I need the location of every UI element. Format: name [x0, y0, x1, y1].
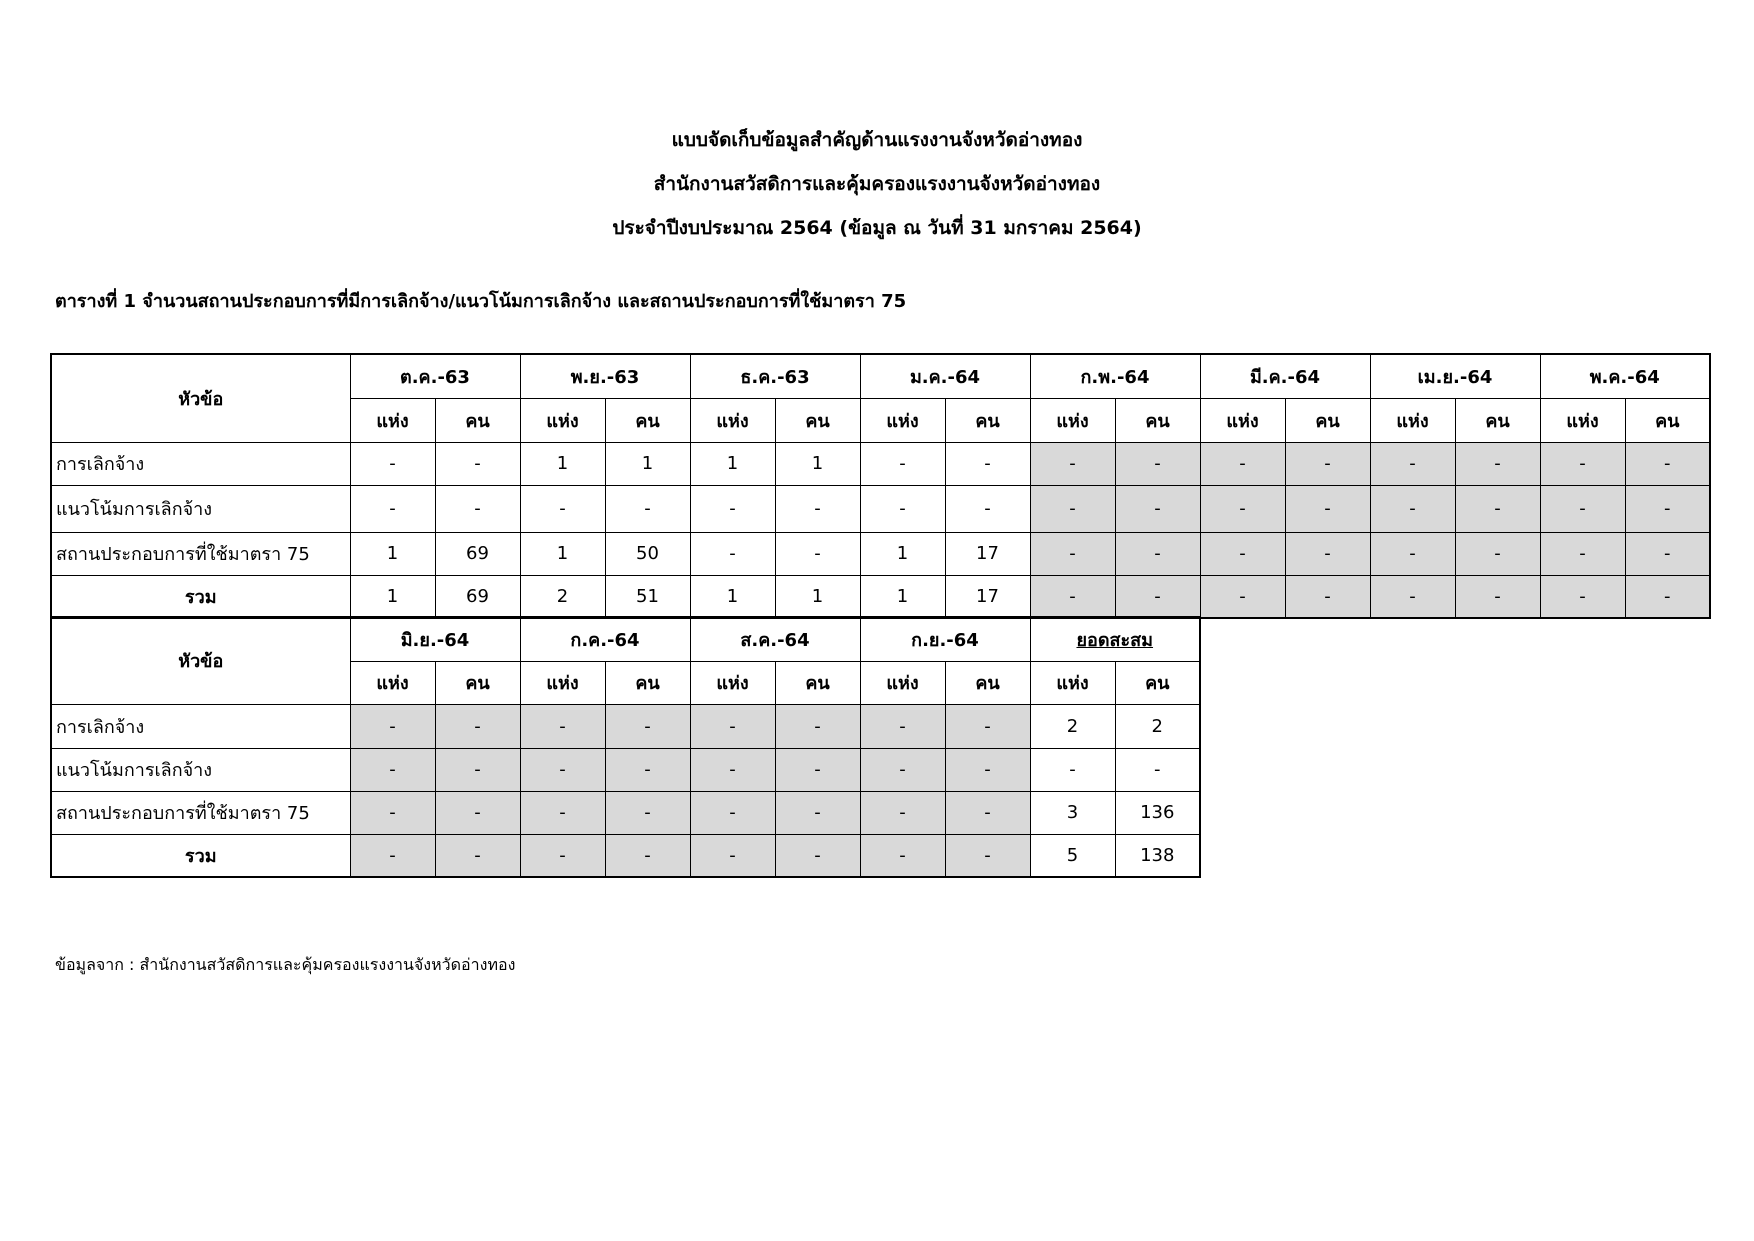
data-cell: 3 — [1030, 791, 1115, 834]
data-cell: - — [945, 704, 1030, 748]
data-cell: - — [1370, 485, 1455, 532]
data-cell: - — [775, 748, 860, 791]
topic-header: หัวข้อ — [51, 617, 350, 704]
data-cell: 1 — [860, 575, 945, 618]
data-cell: - — [1455, 575, 1540, 618]
persons-header: คน — [1115, 661, 1200, 704]
data-cell: - — [1370, 532, 1455, 575]
data-cell: - — [1370, 575, 1455, 618]
data-cell: - — [945, 834, 1030, 877]
data-cell: - — [775, 532, 860, 575]
month-header: ธ.ค.-63 — [690, 354, 860, 398]
data-cell: - — [1285, 485, 1370, 532]
data-cell: - — [775, 834, 860, 877]
source-footnote: ข้อมูลจาก : สำนักงานสวัสดิการและคุ้มครองแรงงานจังหวัดอ่างทอง — [55, 955, 516, 974]
data-cell: - — [605, 791, 690, 834]
data-cell: - — [1455, 485, 1540, 532]
persons-header: คน — [435, 398, 520, 442]
row-label: สถานประกอบการที่ใช้มาตรา 75 — [51, 791, 350, 834]
persons-header: คน — [1285, 398, 1370, 442]
data-cell: - — [775, 791, 860, 834]
topic-header: หัวข้อ — [51, 354, 350, 442]
data-cell: - — [350, 704, 435, 748]
data-cell: - — [1030, 485, 1115, 532]
data-cell: 136 — [1115, 791, 1200, 834]
cumulative-header: ยอดสะสม — [1030, 617, 1200, 661]
document-title — [0, 118, 1754, 250]
places-header: แห่ง — [350, 661, 435, 704]
data-cell: - — [945, 442, 1030, 485]
data-cell: 1 — [350, 575, 435, 618]
data-cell: - — [1540, 442, 1625, 485]
row-label: สถานประกอบการที่ใช้มาตรา 75 — [51, 532, 350, 575]
data-cell: - — [860, 442, 945, 485]
data-cell: - — [1625, 532, 1710, 575]
data-cell: 69 — [435, 532, 520, 575]
data-cell: - — [1200, 442, 1285, 485]
data-cell: 1 — [350, 532, 435, 575]
data-cell: - — [520, 704, 605, 748]
table-row — [51, 442, 1710, 485]
data-cell: 1 — [860, 532, 945, 575]
data-cell: - — [1200, 532, 1285, 575]
data-cell: - — [520, 791, 605, 834]
data-cell: - — [690, 532, 775, 575]
month-header: ก.พ.-64 — [1030, 354, 1200, 398]
persons-header: คน — [1455, 398, 1540, 442]
data-cell: - — [605, 834, 690, 877]
data-cell: - — [1285, 575, 1370, 618]
table-row — [51, 485, 1710, 532]
data-cell: 2 — [1115, 704, 1200, 748]
data-cell: - — [690, 485, 775, 532]
data-cell: - — [435, 704, 520, 748]
data-cell: - — [520, 834, 605, 877]
data-cell: - — [1200, 485, 1285, 532]
data-cell: - — [860, 791, 945, 834]
month-header: ต.ค.-63 — [350, 354, 520, 398]
data-cell: 2 — [520, 575, 605, 618]
data-cell: 51 — [605, 575, 690, 618]
places-header: แห่ง — [520, 661, 605, 704]
data-cell: - — [1285, 532, 1370, 575]
places-header: แห่ง — [860, 398, 945, 442]
data-cell: - — [945, 485, 1030, 532]
month-header: มิ.ย.-64 — [350, 617, 520, 661]
title-line-3: ประจำปีงบประมาณ 2564 (ข้อมูล ณ วันที่ 31 มกราคม 2564) — [612, 217, 1142, 239]
data-cell: 1 — [690, 575, 775, 618]
data-cell: - — [605, 704, 690, 748]
month-header: ก.ค.-64 — [520, 617, 690, 661]
total-label: รวม — [51, 575, 350, 618]
data-cell: - — [350, 791, 435, 834]
month-header: เม.ย.-64 — [1370, 354, 1540, 398]
data-cell: - — [1285, 442, 1370, 485]
table-row — [51, 748, 1200, 791]
data-cell: 1 — [605, 442, 690, 485]
data-cell: - — [690, 834, 775, 877]
places-header: แห่ง — [690, 661, 775, 704]
data-cell: - — [520, 485, 605, 532]
places-header: แห่ง — [1540, 398, 1625, 442]
data-cell: - — [435, 485, 520, 532]
data-cell: - — [690, 791, 775, 834]
data-cell: - — [350, 748, 435, 791]
places-header: แห่ง — [350, 398, 435, 442]
data-cell: 1 — [520, 532, 605, 575]
persons-header: คน — [945, 661, 1030, 704]
data-cell: - — [1030, 532, 1115, 575]
persons-header: คน — [1115, 398, 1200, 442]
data-cell: 138 — [1115, 834, 1200, 877]
data-cell: 50 — [605, 532, 690, 575]
data-cell: 1 — [775, 442, 860, 485]
month-header: ก.ย.-64 — [860, 617, 1030, 661]
row-label: การเลิกจ้าง — [51, 442, 350, 485]
data-cell: - — [945, 748, 1030, 791]
table-row — [51, 791, 1200, 834]
persons-header: คน — [605, 398, 690, 442]
data-cell: - — [1030, 748, 1115, 791]
table-row — [51, 704, 1200, 748]
places-header: แห่ง — [1370, 398, 1455, 442]
data-cell: - — [775, 485, 860, 532]
data-cell: - — [1200, 575, 1285, 618]
data-cell: 1 — [690, 442, 775, 485]
data-cell: - — [435, 791, 520, 834]
places-header: แห่ง — [1030, 398, 1115, 442]
data-cell: - — [1115, 485, 1200, 532]
data-cell: - — [690, 704, 775, 748]
data-cell: - — [860, 485, 945, 532]
title-line-2: สำนักงานสวัสดิการและคุ้มครองแรงงานจังหวัดอ่างทอง — [653, 173, 1101, 195]
row-label: แนวโน้มการเลิกจ้าง — [51, 748, 350, 791]
total-label: รวม — [51, 834, 350, 877]
month-header: พ.ค.-64 — [1540, 354, 1710, 398]
data-cell: - — [1030, 442, 1115, 485]
table-row — [51, 532, 1710, 575]
persons-header: คน — [775, 398, 860, 442]
data-cell: 1 — [775, 575, 860, 618]
data-cell: - — [605, 485, 690, 532]
data-table-2 — [50, 616, 1201, 878]
data-cell: - — [435, 834, 520, 877]
total-row — [51, 575, 1710, 618]
row-label: การเลิกจ้าง — [51, 704, 350, 748]
month-header: ส.ค.-64 — [690, 617, 860, 661]
data-table-1 — [50, 353, 1711, 619]
title-line-1: แบบจัดเก็บข้อมูลสำคัญด้านแรงงานจังหวัดอ่างทอง — [671, 129, 1083, 151]
data-cell: - — [520, 748, 605, 791]
data-cell: - — [1115, 442, 1200, 485]
data-cell: - — [1455, 442, 1540, 485]
month-header: พ.ย.-63 — [520, 354, 690, 398]
total-row — [51, 834, 1200, 877]
places-header: แห่ง — [1200, 398, 1285, 442]
data-cell: - — [435, 748, 520, 791]
persons-header: คน — [605, 661, 690, 704]
persons-header: คน — [435, 661, 520, 704]
data-cell: - — [1625, 442, 1710, 485]
data-cell: - — [1625, 485, 1710, 532]
data-cell: - — [860, 704, 945, 748]
places-header: แห่ง — [520, 398, 605, 442]
row-label: แนวโน้มการเลิกจ้าง — [51, 485, 350, 532]
data-cell: - — [775, 704, 860, 748]
persons-header: คน — [945, 398, 1030, 442]
data-cell: 69 — [435, 575, 520, 618]
persons-header: คน — [775, 661, 860, 704]
data-cell: - — [1455, 532, 1540, 575]
persons-header: คน — [1625, 398, 1710, 442]
places-header: แห่ง — [690, 398, 775, 442]
data-cell: - — [350, 442, 435, 485]
data-cell: - — [1115, 748, 1200, 791]
data-cell: - — [1370, 442, 1455, 485]
data-cell: - — [1625, 575, 1710, 618]
month-header: ม.ค.-64 — [860, 354, 1030, 398]
data-cell: - — [350, 834, 435, 877]
data-cell: 1 — [520, 442, 605, 485]
data-cell: - — [860, 834, 945, 877]
data-cell: - — [1540, 485, 1625, 532]
data-cell: - — [1115, 575, 1200, 618]
data-cell: 17 — [945, 575, 1030, 618]
table-caption: ตารางที่ 1 จำนวนสถานประกอบการที่มีการเลิกจ้าง/แนวโน้มการเลิกจ้าง และสถานประกอบการที่ใช้มาตรา 75 — [55, 291, 907, 312]
data-cell: - — [435, 442, 520, 485]
data-cell: - — [1540, 532, 1625, 575]
places-header: แห่ง — [1030, 661, 1115, 704]
data-cell: - — [690, 748, 775, 791]
data-cell: 2 — [1030, 704, 1115, 748]
places-header: แห่ง — [860, 661, 945, 704]
data-cell: - — [945, 791, 1030, 834]
data-cell: 5 — [1030, 834, 1115, 877]
data-cell: - — [860, 748, 945, 791]
data-cell: - — [350, 485, 435, 532]
data-cell: 17 — [945, 532, 1030, 575]
data-cell: - — [1030, 575, 1115, 618]
data-cell: - — [1540, 575, 1625, 618]
data-cell: - — [1115, 532, 1200, 575]
month-header: มี.ค.-64 — [1200, 354, 1370, 398]
data-cell: - — [605, 748, 690, 791]
